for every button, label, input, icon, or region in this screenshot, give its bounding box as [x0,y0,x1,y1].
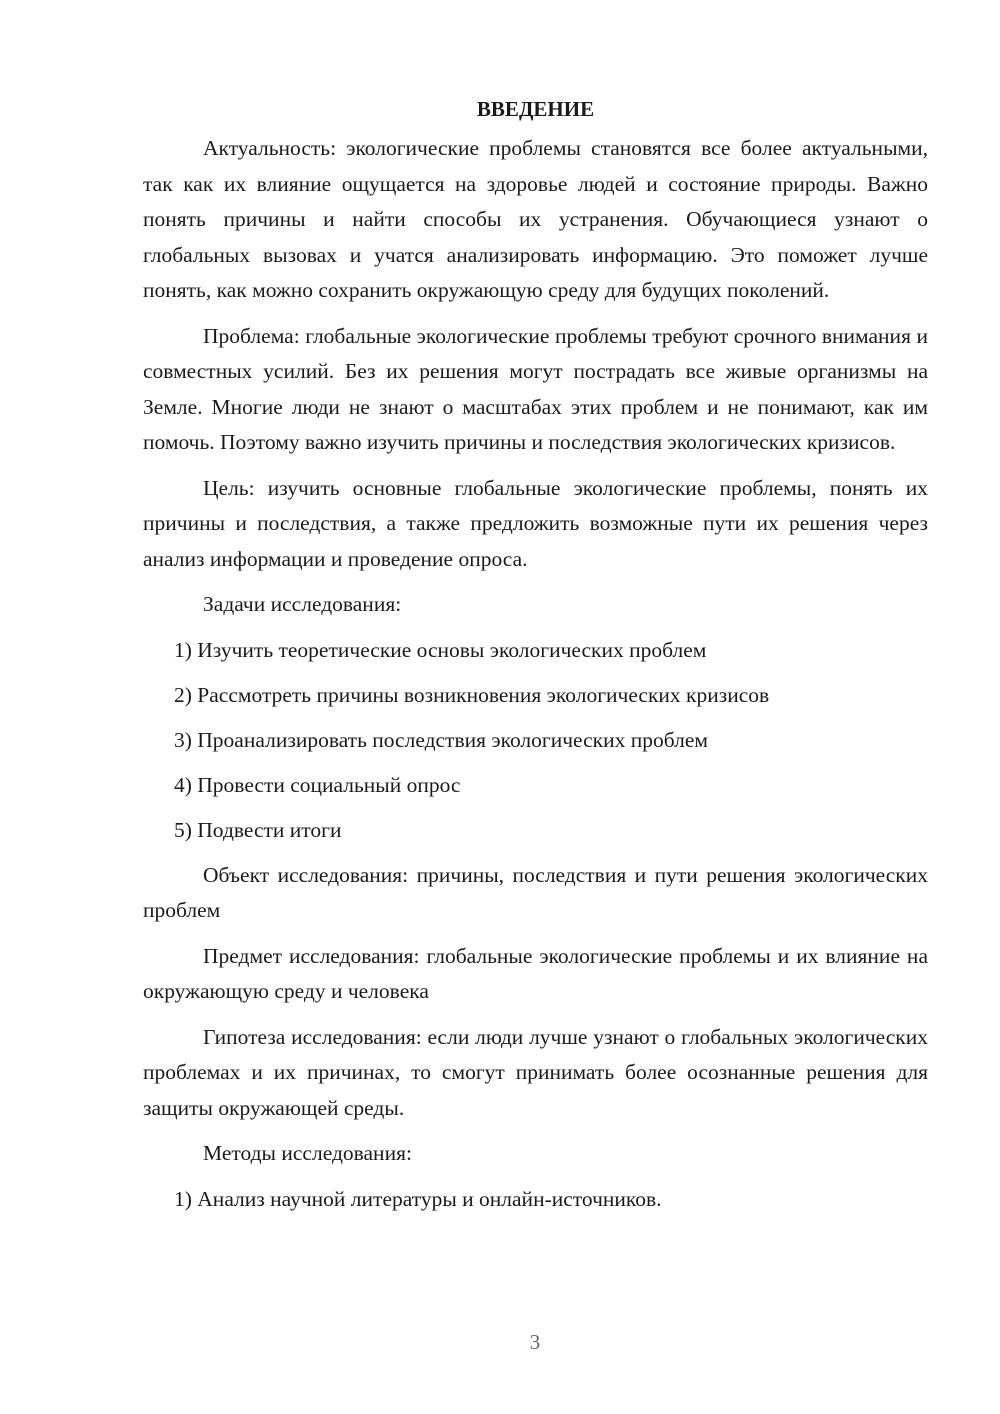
task-item: 5) Подвести итоги [174,817,342,842]
task-item: 4) Провести социальный опрос [174,772,461,797]
document-page [143,92,928,1227]
task-item: 3) Проанализировать последствия экологических проблем [174,727,709,752]
task-item: 2) Рассмотреть причины возникновения экологических кризисов [174,682,770,707]
goal-paragraph: Цель: изучить основные глобальные экологические проблемы, понять их причины и последствия, а также предложить возможные пути их решения через анализ информации и проведение опроса. [143,475,928,571]
methods-title: Методы исследования: [203,1141,412,1165]
hypothesis-paragraph: Гипотеза исследования: если люди лучше узнают о глобальных экологических проблемах и их причинах, то смогут принимать более осознанные решения для защиты окружающей среды. [143,1024,928,1120]
method-item: 1) Анализ научной литературы и онлайн-источников. [174,1186,662,1211]
page-number: 3 [529,1330,541,1354]
object-paragraph: Объект исследования: причины, последствия и пути решения экологических проблем [143,862,928,922]
relevance-paragraph: Актуальность: экологические проблемы становятся все более актуальными, так как их влияние ощущается на здоровье людей и состояние природы. Важно понять причины и найти способы их устранения. Обучающиеся узнают о глобальных вызовах и учатся анализировать информацию. Это поможет лучше понять, как можно сохранить окружающую среду для будущих поколений. [143,136,928,302]
subject-paragraph: Предмет исследования: глобальные экологические проблемы и их влияние на окружающую среду и человека [143,943,928,1003]
section-heading: ВВЕДЕНИЕ [476,97,595,121]
task-item: 1) Изучить теоретические основы экологических проблем [174,637,707,662]
tasks-title: Задачи исследования: [203,592,402,616]
problem-paragraph: Проблема: глобальные экологические проблемы требуют срочного внимания и совместных усилий. Без их решения могут пострадать все живые организмы на Земле. Многие люди не знают о масштабах этих проблем и не понимают, как им помочь. Поэтому важно изучить причины и последствия экологических кризисов. [143,323,928,454]
